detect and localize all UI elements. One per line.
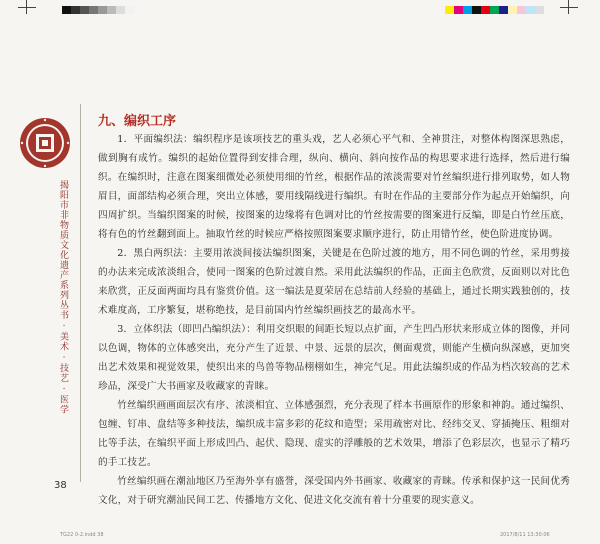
color-swatch	[499, 6, 508, 14]
page-number: 38	[54, 480, 67, 491]
color-swatch	[490, 6, 499, 14]
paragraph: 竹丝编织画画面层次有序、浓淡相宜、立体感强烈，充分表现了样本书画原作的形象和神韵。通过编织、包缠、钉串、盘结等多种技法，编织成丰富多彩的花纹和造型；采用疏密对比、经纬交叉、穿插掩压、粗细对比等手法，在编织平面上形成凹凸、起伏、隐现、虚实的浮雕般的艺术效果，增添了色彩层次，也显示了精巧的手工技艺。	[98, 400, 570, 468]
color-swatch	[526, 6, 535, 14]
tone-swatch	[107, 6, 116, 14]
color-swatch	[535, 6, 544, 14]
color-bar	[445, 6, 544, 14]
paragraph: 3．立体织法（即凹凸编织法）：利用交织眼的间距长短以点扩面，产生凹凸形状来形成立体的图像，并同以色调，物体的立体感突出，充分产生了近景、中景、远景的层次，侧面观赏，则能产生横向纵深感，更加突出艺术效果和视觉效果，使织出来的鸟兽等物品栩栩如生，神完气足。用此法编织成的作品为档次较高的艺术珍品，深受广大书画家及收藏家的青睐。	[98, 324, 570, 392]
body-text	[98, 130, 570, 510]
color-swatch	[472, 6, 481, 14]
emblem-seal-icon	[18, 116, 72, 170]
color-swatch	[454, 6, 463, 14]
color-swatch	[517, 6, 526, 14]
tone-swatch	[98, 6, 107, 14]
footer-file-info: TG22 0-2.indd 38	[60, 532, 104, 538]
color-swatch	[445, 6, 454, 14]
registration-mark-right	[560, 0, 578, 14]
tone-bar	[62, 6, 134, 14]
series-title-vertical: 揭阳市非物质文化遗产系列丛书 · 美术 · 技艺 · 医学	[58, 180, 68, 415]
tone-swatch	[125, 6, 134, 14]
tone-swatch	[89, 6, 98, 14]
color-swatch	[463, 6, 472, 14]
registration-mark-left	[18, 0, 36, 14]
paragraph: 2．黑白两织法：主要用浓淡间接法编织图案，关键是在色阶过渡的地方，用不同色调的竹丝，采用剪接的办法来完成浓淡组合，使同一图案的色阶过渡自然。采用此法编织的作品，正面主色欣赏，反面则以对比色来欣赏，正反面两面均具有鉴赏价值。这一编法是夏荣居在总结前人经验的基础上，通过长期实践独创的，技术难度高，工序繁复，堪称绝技，是目前国内竹丝编织画技艺的最高水平。	[98, 248, 570, 316]
section-heading: 九、编织工序	[98, 114, 177, 129]
tone-swatch	[62, 6, 71, 14]
color-swatch	[481, 6, 490, 14]
side-divider	[80, 104, 81, 482]
tone-swatch	[71, 6, 80, 14]
color-swatch	[508, 6, 517, 14]
footer-timestamp: 2017/8/11 13:30:06	[500, 532, 550, 538]
tone-swatch	[116, 6, 125, 14]
paragraph: 1．平面编织法：编织程序是该项技艺的重头戏，艺人必须心平气和、全神贯注，对整体构图深思熟虑，做到胸有成竹。编织的起始位置得到安排合理，纵向、横向、斜向按作品的构思要求进行选择，然后进行编织。在编织时，注意在图案细微处必须使用细的竹丝，根据作品的浓淡需要对竹丝编织进行排列取势，如人物眉目，面部结构必须合理，突出立体感，要用线隔线进行编织。有时在作品的主要部分作为起点开始编织，向四周扩织。当编织图案的时候，按图案的边缘将有色调对比的竹丝按需要的图案进行反编，即是白竹丝压底，将有色的竹丝翻到面上。抽取竹丝的时候应严格按照图案要求顺序进行，防止用错竹丝，使色阶进度协调。	[98, 134, 570, 240]
paragraph: 竹丝编织画在潮汕地区乃至海外享有盛誉，深受国内外书画家、收藏家的青睐。传承和保护这一民间优秀文化，对于研究潮汕民间工艺、传播地方文化、促进文化交流有着十分重要的现实意义。	[98, 476, 570, 506]
tone-swatch	[80, 6, 89, 14]
